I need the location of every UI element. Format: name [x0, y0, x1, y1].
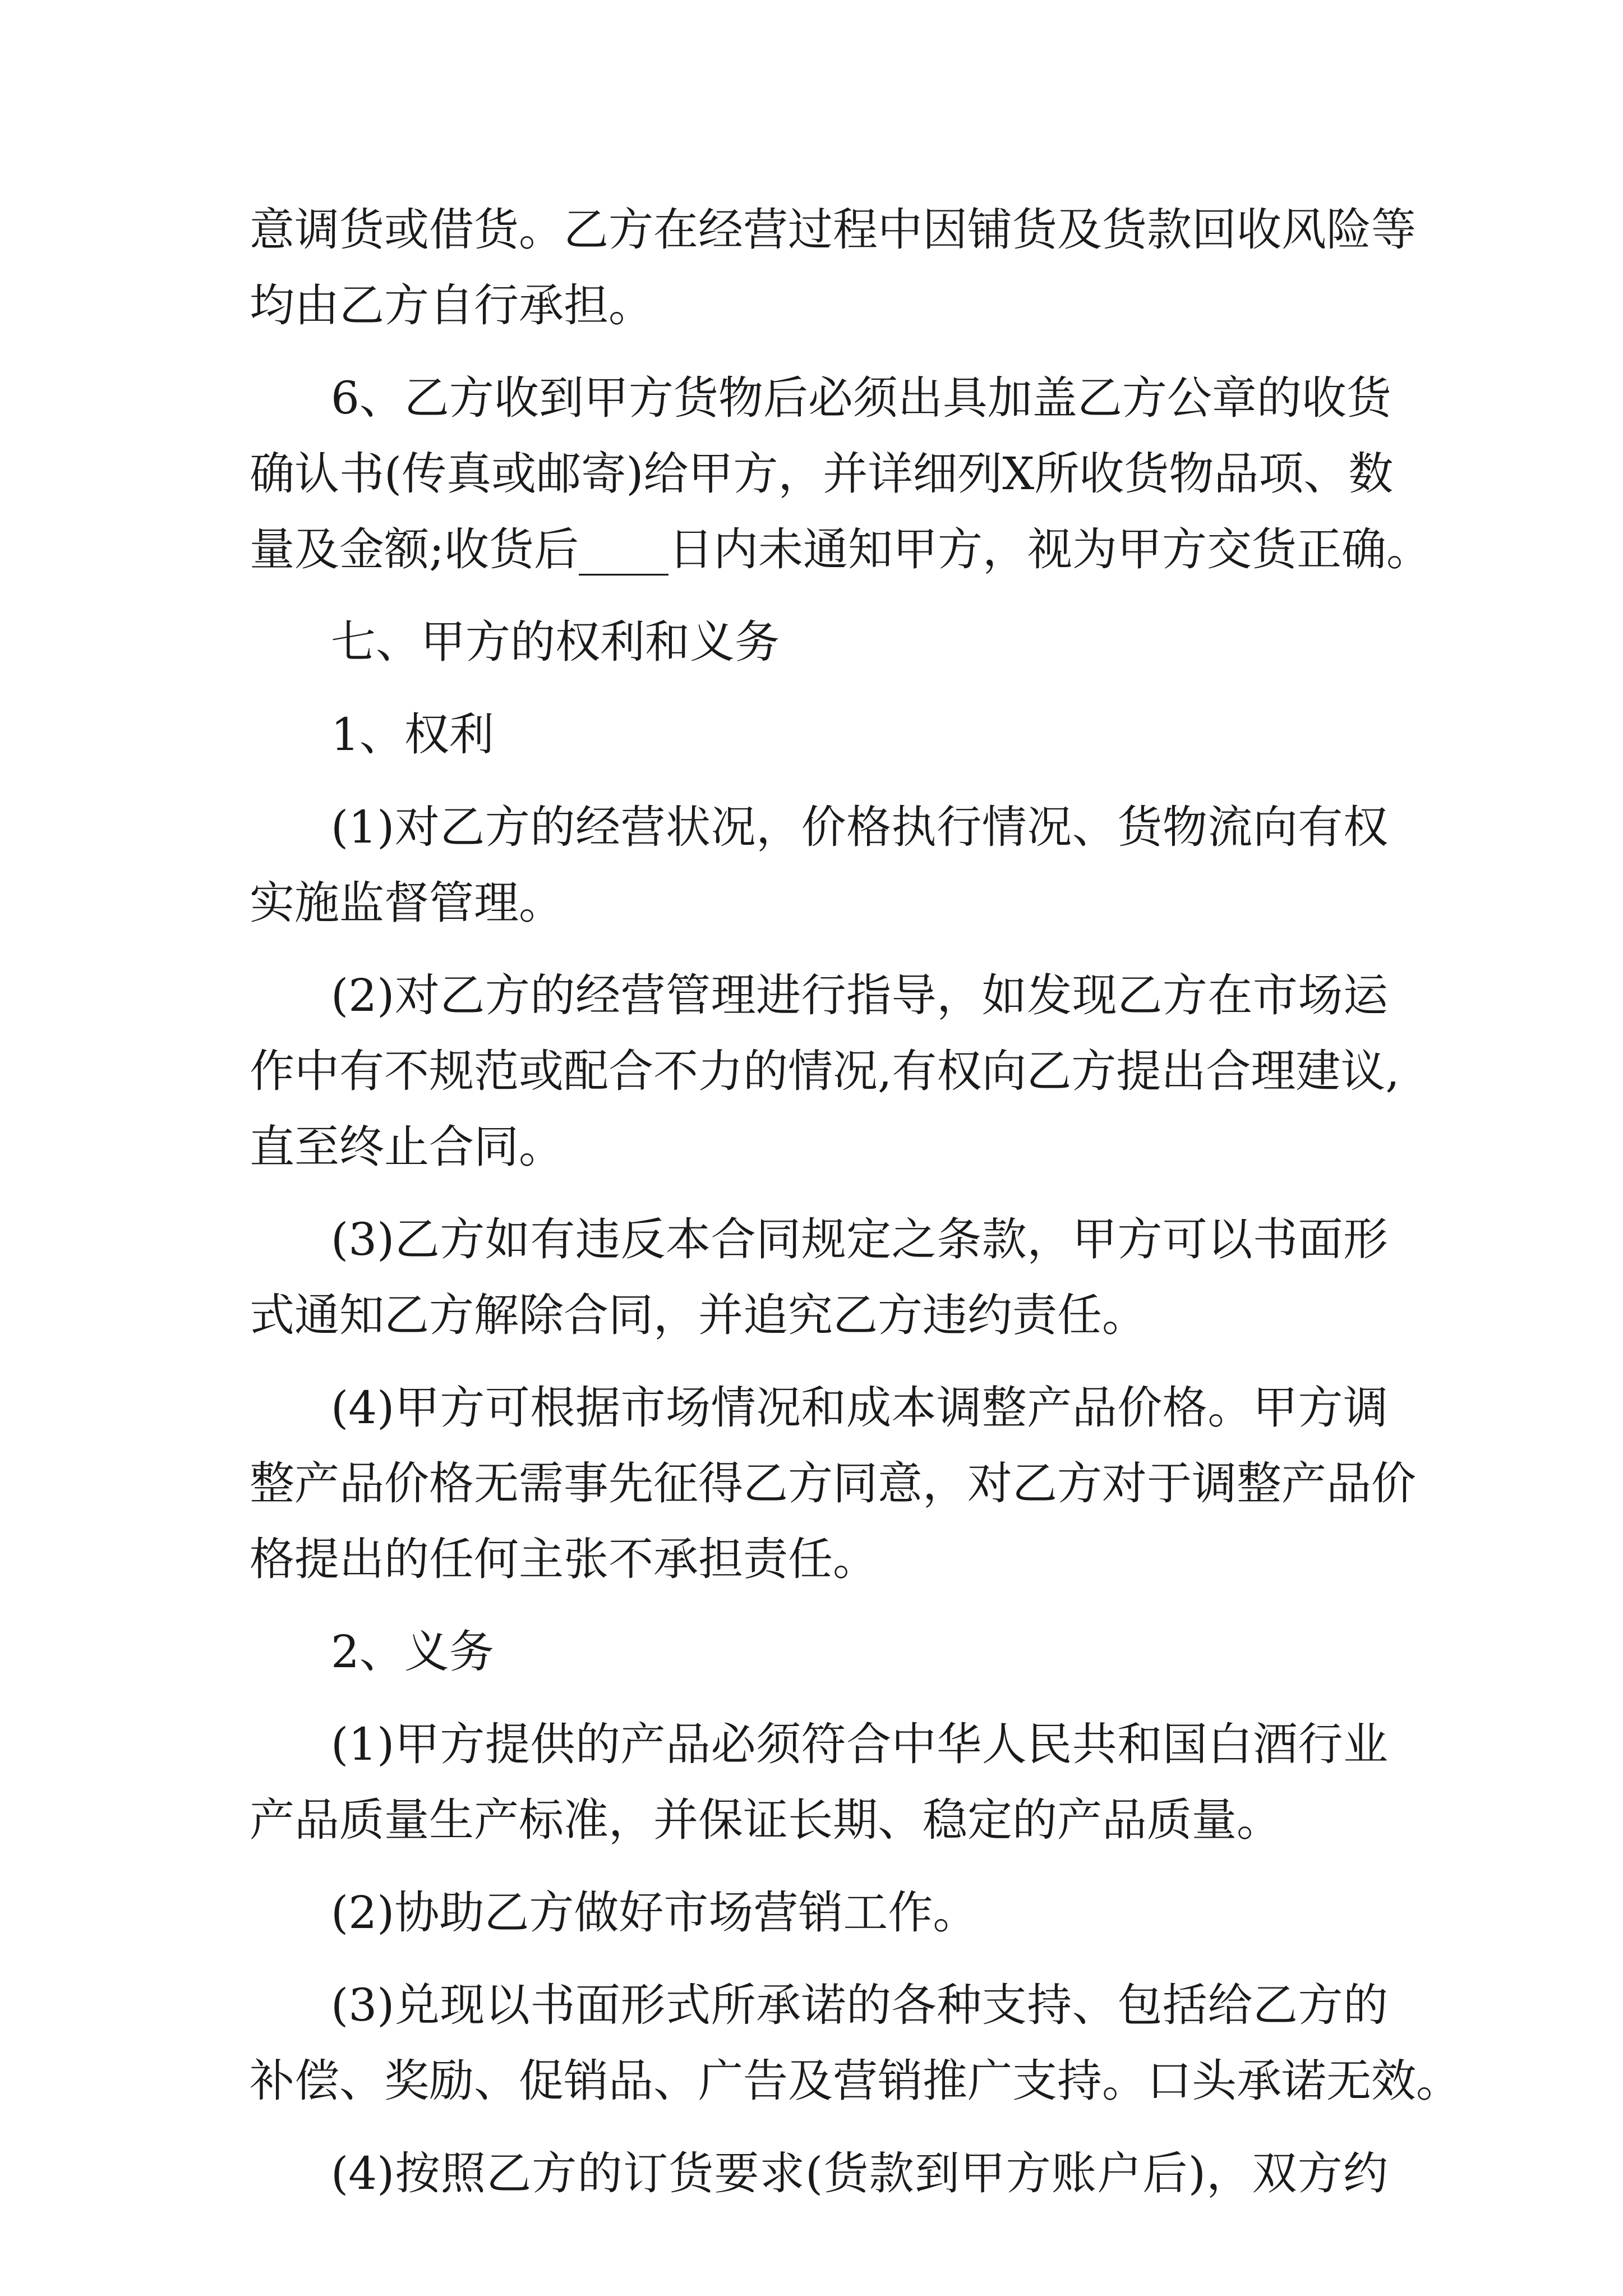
text-line: (4)按照乙方的订货要求(货款到甲方账户后)，双方约 [331, 2147, 1388, 2200]
subsection-heading: 2、义务 [331, 1626, 494, 1678]
text-line: (4)甲方可根据市场情况和成本调整产品价格。甲方调 [331, 1382, 1388, 1434]
text-line: 补偿、奖励、促销品、广告及营销推广支持。口头承诺无效。 [250, 2055, 1461, 2107]
text-line: (2)对乙方的经营管理进行指导，如发现乙方在市场运 [331, 969, 1388, 1022]
text-line: (3)兑现以书面形式所承诺的各种支持、包括给乙方的 [331, 1979, 1388, 2031]
text-line: 量及金额;收货后____日内未通知甲方，视为甲方交货正确。 [250, 523, 1431, 576]
text-line: (1)甲方提供的产品必须符合中华人民共和国白酒行业 [331, 1718, 1388, 1770]
text-line: 整产品价格无需事先征得乙方同意，对乙方对于调整产品价 [250, 1457, 1416, 1510]
text-line: (2)协助乙方做好市场营销工作。 [331, 1887, 978, 1939]
text-line: 式通知乙方解除合同，并追究乙方违约责任。 [250, 1289, 1147, 1341]
text-line: 直至终止合同。 [250, 1121, 564, 1173]
text-line: 意调货或借货。乙方在经营过程中因铺货及货款回收风险等 [250, 204, 1416, 256]
text-line: 格提出的任何主张不承担责任。 [250, 1533, 878, 1585]
text-line: 均由乙方自行承担。 [250, 279, 653, 332]
subsection-heading: 1、权利 [331, 708, 494, 761]
text-line: 6、乙方收到甲方货物后必须出具加盖乙方公章的收货 [331, 372, 1391, 424]
text-line: 实施监督管理。 [250, 877, 564, 929]
text-line: (1)对乙方的经营状况，价格执行情况、货物流向有权 [331, 801, 1388, 853]
text-line: 产品质量生产标准，并保证长期、稳定的产品质量。 [250, 1794, 1281, 1846]
text-line: 确认书(传真或邮寄)给甲方，并详细列X所收货物品项、数 [250, 448, 1394, 500]
section-heading: 七、甲方的权利和义务 [331, 616, 780, 668]
text-line: (3)乙方如有违反本合同规定之条款，甲方可以书面形 [331, 1213, 1388, 1266]
text-line: 作中有不规范或配合不力的情况,有权向乙方提出合理建议, [250, 1045, 1400, 1097]
